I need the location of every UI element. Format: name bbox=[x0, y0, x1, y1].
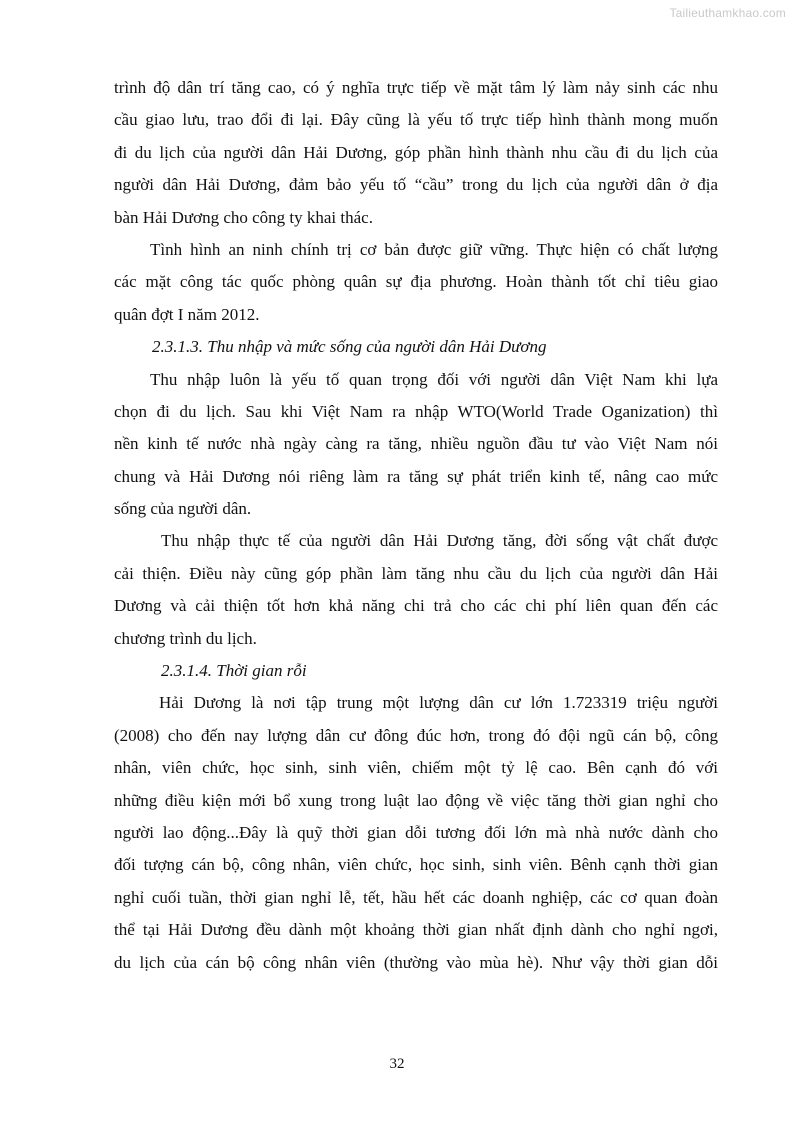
body-line: cải thiện. Điều này cũng góp phần làm tăng nhu cầu du lịch của người dân Hải bbox=[114, 563, 718, 583]
body-line: quân đợt I năm 2012. bbox=[114, 304, 260, 324]
body-line: (2008) cho đến nay lượng dân cư đông đúc hơn, trong đó đội ngũ cán bộ, công bbox=[114, 725, 718, 745]
body-line: Thu nhập thực tế của người dân Hải Dương tăng, đời sống vật chất được bbox=[161, 531, 718, 551]
body-line: chọn đi du lịch. Sau khi Việt Nam ra nhập WTO(World Trade Oganization) thì bbox=[114, 401, 718, 421]
body-line: nhân, viên chức, học sinh, sinh viên, chiếm một tỷ lệ cao. Bên cạnh đó với bbox=[114, 758, 718, 778]
section-heading: 2.3.1.3. Thu nhập và mức sống của người dân Hải Dương bbox=[152, 337, 547, 357]
document-body bbox=[114, 72, 718, 979]
body-line: nền kinh tế nước nhà ngày càng ra tăng, nhiều nguồn đầu tư vào Việt Nam nói bbox=[114, 434, 718, 454]
body-line: đi du lịch của người dân Hải Dương, góp phần hình thành nhu cầu đi du lịch của bbox=[114, 142, 718, 162]
body-line: những điều kiện mới bổ xung trong luật lao động về việc tăng thời gian nghỉ cho bbox=[114, 790, 718, 810]
body-line: Thu nhập luôn là yếu tố quan trọng đối với người dân Việt Nam khi lựa bbox=[150, 369, 718, 389]
body-line: thể tại Hải Dương đều dành một khoảng thời gian nhất định dành cho nghỉ ngơi, bbox=[114, 920, 718, 940]
body-line: chương trình du lịch. bbox=[114, 628, 257, 648]
body-line: người lao động...Đây là quỹ thời gian dỗi tương đối lớn mà nhà nước dành cho bbox=[114, 822, 718, 842]
body-line: Dương và cải thiện tốt hơn khả năng chi trả cho các chi phí liên quan đến các bbox=[114, 596, 718, 616]
body-line: du lịch của cán bộ công nhân viên (thường vào mùa hè). Như vậy thời gian dỗi bbox=[114, 952, 718, 972]
body-line: các mặt công tác quốc phòng quân sự địa phương. Hoàn thành tốt chỉ tiêu giao bbox=[114, 272, 718, 292]
page-number: 32 bbox=[389, 1056, 405, 1072]
watermark: Tailieuthamkhao.com bbox=[669, 6, 786, 20]
body-line: nghỉ cuối tuần, thời gian nghỉ lễ, tết, hầu hết các doanh nghiệp, các cơ quan đoàn bbox=[114, 887, 718, 907]
body-line: người dân Hải Dương, đảm bảo yếu tố “cầu” trong du lịch của người dân ở địa bbox=[114, 175, 718, 195]
body-line: trình độ dân trí tăng cao, có ý nghĩa trực tiếp về mặt tâm lý làm nảy sinh các nhu bbox=[114, 78, 718, 97]
body-line: sống của người dân. bbox=[114, 499, 252, 519]
body-line: cầu giao lưu, trao đổi đi lại. Đây cũng là yếu tố trực tiếp hình thành mong muốn bbox=[114, 110, 718, 130]
body-line: đối tượng cán bộ, công nhân, viên chức, học sinh, sinh viên. Bênh cạnh thời gian bbox=[114, 855, 718, 875]
body-line: Tình hình an ninh chính trị cơ bản được giữ vững. Thực hiện có chất lượng bbox=[150, 239, 718, 259]
section-heading: 2.3.1.4. Thời gian rỗi bbox=[161, 661, 307, 681]
body-line: bàn Hải Dương cho công ty khai thác. bbox=[114, 207, 373, 227]
body-line: Hải Dương là nơi tập trung một lượng dân cư lớn 1.723319 triệu người bbox=[159, 693, 718, 713]
body-line: chung và Hải Dương nói riêng làm ra tăng sự phát triển kinh tế, nâng cao mức bbox=[114, 466, 718, 486]
